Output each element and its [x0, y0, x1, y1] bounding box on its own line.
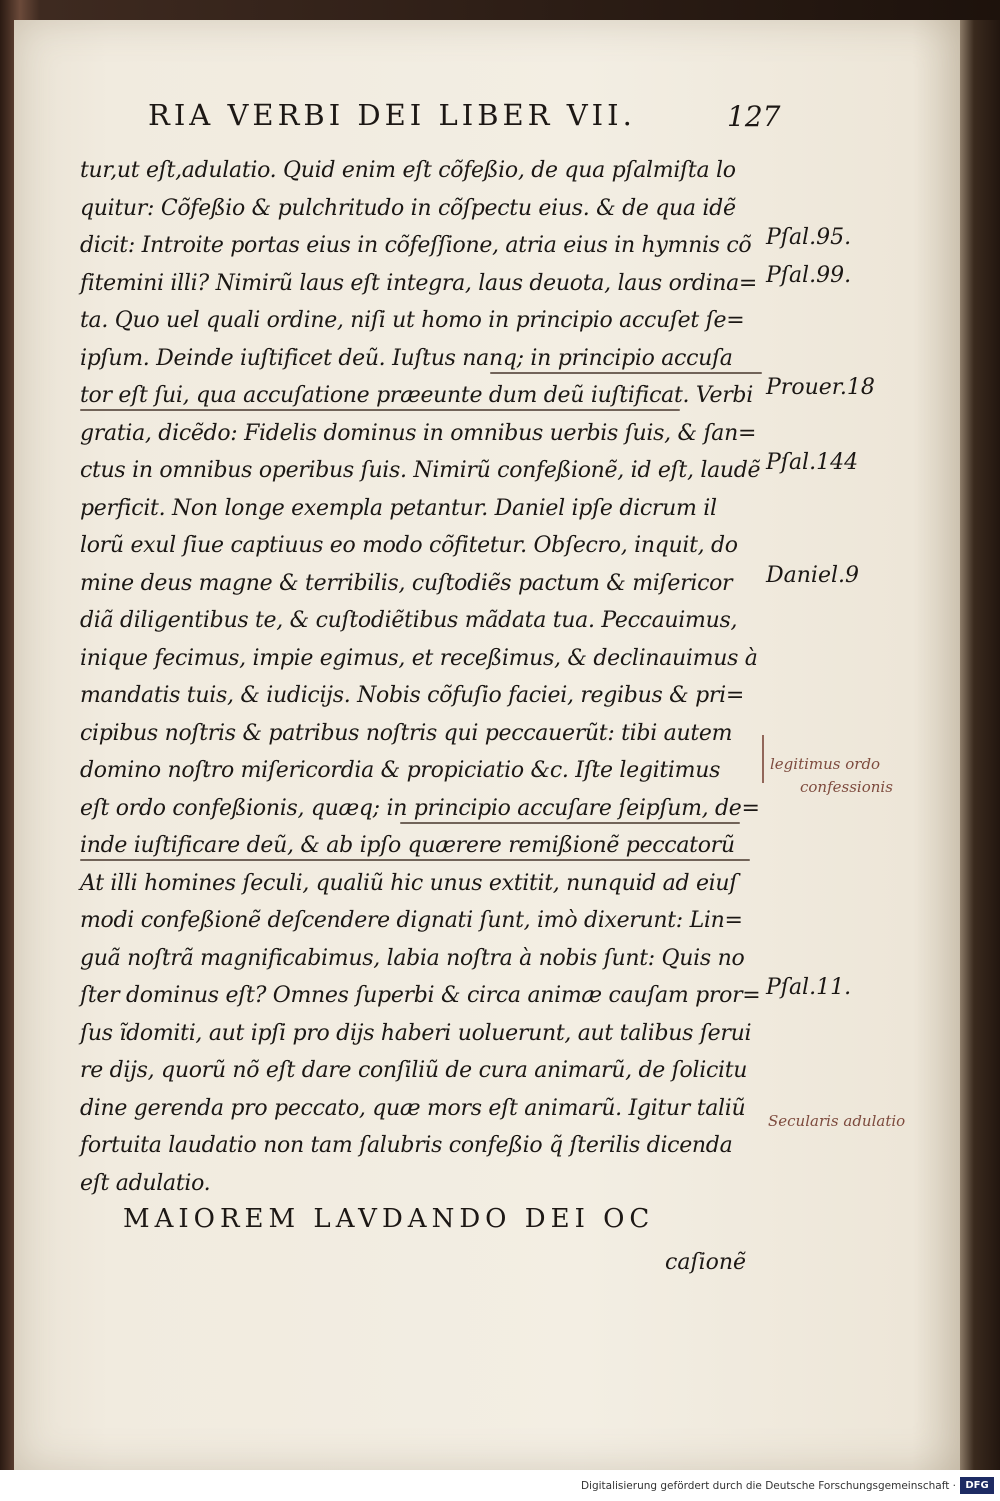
footer-bar	[0, 1470, 1000, 1501]
section-heading: MAIOREM LAVDANDO DEI OC	[123, 1204, 655, 1234]
body-line: eſt adulatio.	[80, 1170, 211, 1196]
body-line: quitur: Cõfeßio & pulchritudo in cõſpectu eius. & de qua idẽ	[80, 195, 736, 221]
footer-credit: Digitalisierung gefördert durch die Deutsche Forschungsgemeinschaft ·	[580, 1480, 956, 1492]
body-line: tur,ut eſt,adulatio. Quid enim eſt cõfeßio, de qua pſalmiſta lo	[80, 158, 736, 183]
body-line: dine gerenda pro peccato, quæ mors eſt animarũ. Igitur taliũ	[80, 1095, 746, 1121]
underline-mark	[400, 822, 740, 824]
body-line: lorũ exul ſiue captiuus eo modo cõfitetur. Obſecro, inquit, do	[80, 533, 738, 558]
margin-ref-prouerbs: Prouer.18	[766, 375, 875, 400]
body-line: ctus in omnibus operibus ſuis. Nimirũ confeßionẽ, id eſt, laudẽ	[80, 458, 761, 483]
body-text	[80, 152, 770, 1202]
body-line: ſus ĩdomiti, aut ipſi pro dijs haberi uoluerunt, aut talibus ſerui	[80, 1020, 752, 1046]
body-line: cipibus noſtris & patribus noſtris qui peccauerũt: tibi autem	[80, 720, 733, 746]
body-line: diã diligentibus te, & cuſtodiẽtibus mãdata tua. Peccauimus,	[80, 608, 738, 633]
body-line: mandatis tuis, & iudicijs. Nobis cõfuſio faciei, regibus & pri=	[80, 683, 744, 708]
body-line: fitemini illi? Nimirũ laus eſt integra, laus deuota, laus ordina=	[80, 270, 758, 296]
body-line: re dijs, quorũ nõ eſt dare conſiliũ de cura animarũ, de ſolicitu	[80, 1058, 748, 1083]
margin-ref-psal95: Pſal.95.	[766, 225, 852, 250]
handwritten-note: Secularis adulatio	[768, 1112, 906, 1130]
body-line: fortuita laudatio non tam ſalubris confeßio q̃ ſterilis dicenda	[80, 1133, 733, 1158]
body-line: gratia, dicẽdo: Fidelis dominus in omnibus uerbis ſuis, & ſan=	[80, 420, 757, 446]
underline-mark	[80, 859, 750, 861]
margin-ref-psal11: Pſal.11.	[766, 975, 852, 1000]
body-line: domino noſtro miſericordia & propiciatio &c. Iſte legitimus	[80, 758, 721, 783]
body-line: modi confeßionẽ deſcendere dignati ſunt, imò dixerunt: Lin=	[80, 908, 743, 933]
handwritten-note: legitimus ordo	[770, 755, 881, 773]
body-line: mine deus magne & terribilis, cuſtodiẽs pactum & miſericor	[80, 570, 733, 596]
body-line: ſter dominus eſt? Omnes ſuperbi & circa animæ cauſam pror=	[80, 983, 761, 1008]
margin-ref-daniel: Daniel.9	[766, 563, 860, 588]
margin-ref-psal144: Pſal.144	[766, 450, 859, 475]
body-line: tor eſt ſui, qua accuſatione præeunte dum deũ iuſtificat. Verbi	[80, 383, 753, 408]
underline-mark	[490, 372, 762, 374]
running-title: RIA VERBI DEI LIBER VII.	[148, 98, 636, 132]
underline-mark	[80, 409, 680, 411]
body-line: inique fecimus, impie egimus, et receßimus, & declinauimus à	[80, 645, 758, 671]
catchword: caſionẽ	[665, 1250, 747, 1275]
body-line: dicit: Introite portas eius in cõfeſſione, atria eius in hymnis cõ	[80, 233, 752, 258]
body-line: At illi homines ſeculi, qualiũ hic unus extitit, nunquid ad eiuſ	[80, 870, 738, 896]
folio-number: 127	[727, 100, 781, 133]
margin-bracket	[762, 735, 764, 783]
body-line: guã noſtrã magnificabimus, labia noſtra à nobis ſunt: Quis no	[80, 945, 745, 971]
book-edge	[960, 20, 1000, 1470]
handwritten-note: confessionis	[800, 778, 893, 796]
body-line: eſt ordo confeßionis, quæq; in principio accuſare ſeipſum, de=	[80, 795, 760, 821]
body-line: ta. Quo uel quali ordine, niſi ut homo in principio accuſet ſe=	[80, 308, 745, 333]
body-line: inde iuſtificare deũ, & ab ipſo quærere remißionẽ peccatorũ	[80, 833, 735, 858]
margin-ref-psal99: Pſal.99.	[766, 263, 852, 288]
body-line: ipſum. Deinde iuſtificet deũ. Iuſtus nanq; in principio accuſa	[80, 345, 733, 371]
body-line: perficit. Non longe exempla petantur. Daniel ipſe dicrum il	[80, 495, 717, 521]
dfg-logo: DFG	[960, 1477, 994, 1494]
